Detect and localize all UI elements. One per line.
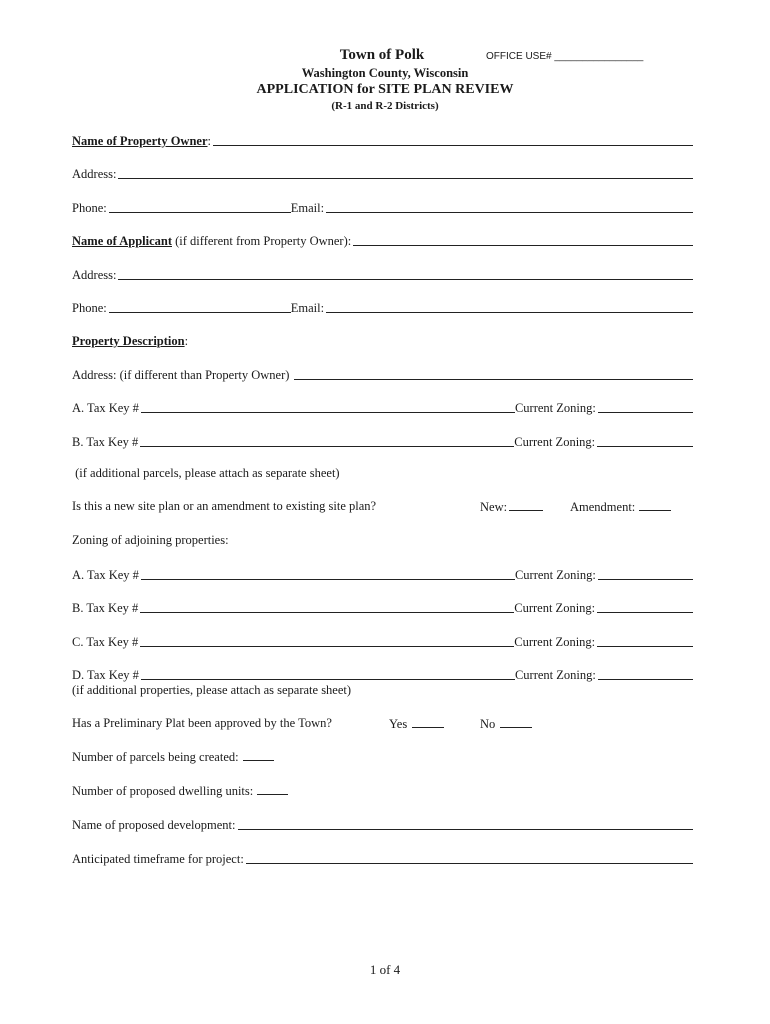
development-name-field[interactable] xyxy=(238,818,694,830)
adjoining-heading: Zoning of adjoining properties: xyxy=(72,533,229,547)
property-zoning-b-field[interactable] xyxy=(597,435,693,447)
applicant-name-label: Name of Applicant xyxy=(72,234,172,248)
owner-email-field[interactable] xyxy=(326,201,693,213)
yes-field[interactable] xyxy=(412,716,444,728)
additional-parcels-note: (if additional parcels, please attach as separate sheet) xyxy=(72,466,340,480)
preliminary-no-option xyxy=(480,716,532,732)
applicant-address-field[interactable] xyxy=(118,268,693,280)
form-subtitle: (R-1 and R-2 Districts) xyxy=(331,100,439,112)
form-title: APPLICATION for SITE PLAN REVIEW xyxy=(256,82,514,97)
adjoining-tax-key-d-row xyxy=(72,664,693,682)
owner-contact-row xyxy=(72,197,693,215)
adjoining-zoning-b-label: Current Zoning: xyxy=(514,601,596,615)
adjoining-tax-key-c-field[interactable] xyxy=(140,635,514,647)
property-tax-key-a-field[interactable] xyxy=(141,401,515,413)
timeframe-field[interactable] xyxy=(246,852,693,864)
owner-name-label: Name of Property Owner xyxy=(72,134,208,148)
owner-address-field[interactable] xyxy=(118,167,693,179)
adjoining-tax-key-c-row xyxy=(72,631,693,649)
applicant-email-label: Email: xyxy=(290,301,325,315)
property-tax-key-b-row xyxy=(72,431,693,449)
adjoining-tax-key-b-row xyxy=(72,597,693,615)
property-tax-key-b-label: B. Tax Key # xyxy=(72,435,139,449)
applicant-phone-field[interactable] xyxy=(109,301,291,313)
owner-name-row: Name of Property Owner : xyxy=(72,130,693,148)
applicant-address-label: Address: xyxy=(72,268,117,282)
owner-phone-field[interactable] xyxy=(109,201,291,213)
adjoining-tax-key-a-label: A. Tax Key # xyxy=(72,568,139,582)
adjoining-tax-key-d-label: D. Tax Key # xyxy=(72,668,139,682)
property-zoning-a-label: Current Zoning: xyxy=(514,401,596,415)
owner-address-label: Address: xyxy=(72,167,117,181)
preliminary-yes-option xyxy=(389,716,444,732)
owner-address-row xyxy=(72,163,693,181)
adjoining-zoning-a-field[interactable] xyxy=(598,568,693,580)
amendment-field[interactable] xyxy=(639,499,671,511)
new-label: New: xyxy=(480,500,508,514)
new-option xyxy=(480,499,543,515)
dwelling-units-row xyxy=(72,783,288,799)
property-zoning-b-label: Current Zoning: xyxy=(514,435,596,449)
adjoining-zoning-c-field[interactable] xyxy=(597,635,693,647)
office-use-field[interactable]: OFFICE USE# ________________ xyxy=(486,51,644,62)
county-name: Washington County, Wisconsin xyxy=(301,66,469,80)
dwelling-units-label: Number of proposed dwelling units: xyxy=(72,784,254,798)
adjoining-zoning-d-field[interactable] xyxy=(598,668,693,680)
property-heading-row: Property Description : xyxy=(72,334,189,348)
parcels-created-field[interactable] xyxy=(243,749,274,761)
page-number: 1 of 4 xyxy=(369,962,401,977)
adjoining-zoning-d-label: Current Zoning: xyxy=(514,668,596,682)
property-tax-key-a-row xyxy=(72,397,693,415)
property-address-row xyxy=(72,364,693,382)
property-tax-key-b-field[interactable] xyxy=(140,435,514,447)
additional-properties-note: (if additional properties, please attach as separate sheet) xyxy=(72,683,352,697)
adjoining-tax-key-a-row xyxy=(72,564,693,582)
adjoining-zoning-c-label: Current Zoning: xyxy=(514,635,596,649)
preliminary-plat-question: Has a Preliminary Plat been approved by the Town? xyxy=(72,716,332,730)
applicant-name-note: (if different from Property Owner): xyxy=(172,234,352,248)
property-tax-key-a-label: A. Tax Key # xyxy=(72,401,139,415)
no-label: No xyxy=(480,717,496,731)
applicant-contact-row xyxy=(72,297,693,315)
owner-name-field[interactable] xyxy=(213,134,693,146)
applicant-name-row xyxy=(72,230,693,248)
owner-email-label: Email: xyxy=(290,201,325,215)
adjoining-tax-key-d-field[interactable] xyxy=(141,668,515,680)
property-description-heading: Property Description xyxy=(72,334,185,348)
development-name-row xyxy=(72,814,693,832)
applicant-email-field[interactable] xyxy=(326,301,693,313)
amendment-option xyxy=(570,499,671,515)
parcels-created-row xyxy=(72,749,274,765)
owner-phone-label: Phone: xyxy=(72,201,107,215)
yes-label: Yes xyxy=(389,717,408,731)
timeframe-row xyxy=(72,848,693,866)
applicant-address-row xyxy=(72,264,693,282)
dwelling-units-field[interactable] xyxy=(257,783,288,795)
adjoining-tax-key-c-label: C. Tax Key # xyxy=(72,635,139,649)
adjoining-tax-key-b-label: B. Tax Key # xyxy=(72,601,139,615)
property-address-field[interactable] xyxy=(294,368,693,380)
property-address-label: Address: (if different than Property Owner) xyxy=(72,368,290,382)
adjoining-zoning-b-field[interactable] xyxy=(597,601,693,613)
no-field[interactable] xyxy=(500,716,532,728)
site-plan-question: Is this a new site plan or an amendment to existing site plan? xyxy=(72,499,377,513)
town-name: Town of Polk xyxy=(339,47,425,63)
adjoining-tax-key-a-field[interactable] xyxy=(141,568,515,580)
applicant-phone-label: Phone: xyxy=(72,301,107,315)
development-name-label: Name of proposed development: xyxy=(72,818,236,832)
amendment-label: Amendment: xyxy=(570,500,636,514)
adjoining-tax-key-b-field[interactable] xyxy=(140,601,514,613)
timeframe-label: Anticipated timeframe for project: xyxy=(72,852,244,866)
property-zoning-a-field[interactable] xyxy=(598,401,693,413)
adjoining-zoning-a-label: Current Zoning: xyxy=(514,568,596,582)
new-field[interactable] xyxy=(509,499,543,511)
parcels-created-label: Number of parcels being created: xyxy=(72,750,239,764)
applicant-name-field[interactable] xyxy=(353,234,693,246)
